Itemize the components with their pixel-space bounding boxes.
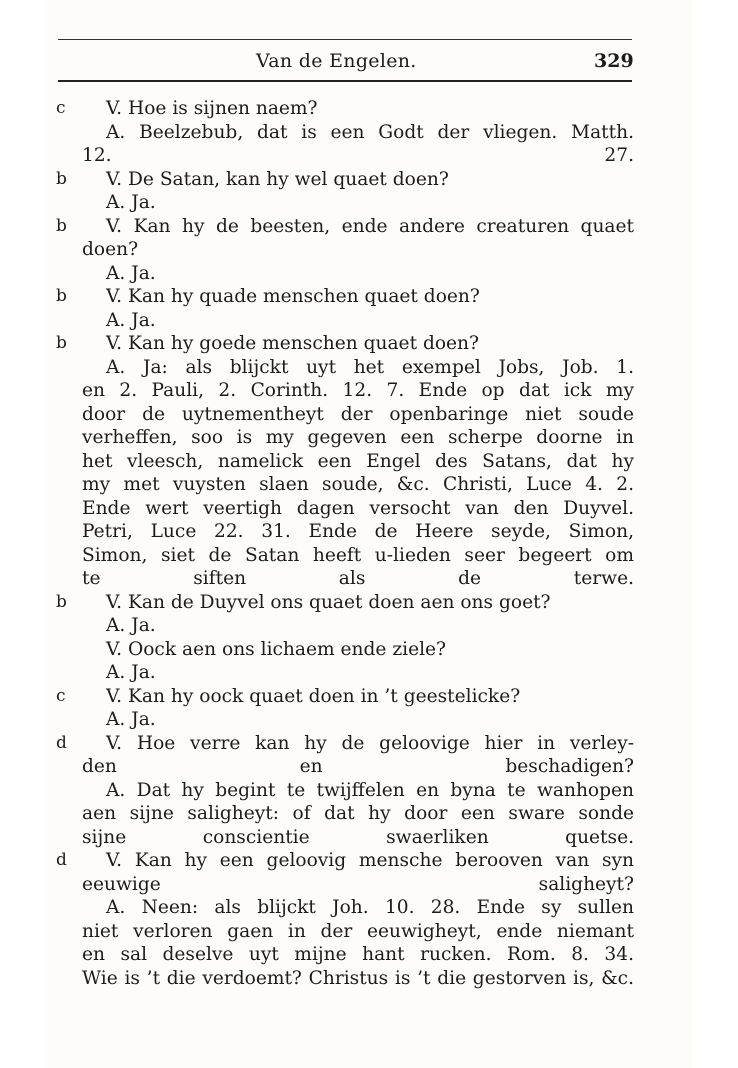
question-entry	[56, 591, 634, 615]
text-line: V. Kan hy quade menschen quaet doen?	[106, 286, 480, 307]
margin-marker: c	[56, 685, 66, 706]
margin-marker: d	[56, 732, 67, 753]
text-line: sijne conscientie swaerliken quetse.	[82, 826, 634, 848]
text-line: A. Ja.	[106, 309, 156, 331]
answer-entry	[82, 779, 634, 850]
text-line: door de uytnementheyt der openbaringe niet soude	[82, 403, 634, 425]
text-line: 12. 27.	[82, 145, 634, 166]
text-line: A. Ja.	[106, 662, 156, 683]
question-entry	[56, 97, 634, 121]
text-line: verheffen, soo is my gegeven een scherpe doorne in	[82, 427, 634, 448]
header-rule-bottom	[58, 80, 632, 82]
text-line: A. Neen: als blijckt Joh. 10. 28. Ende sy sullen	[106, 897, 634, 918]
text-line: aen sijne saligheyt: of dat hy door een sware sonde	[82, 803, 634, 824]
text-line: A. Ja: als blijckt uyt het exempel Jobs, Job. 1.	[106, 356, 634, 378]
question-entry	[56, 168, 634, 192]
text-line: A. Beelzebub, dat is een Godt der vliegen. Matth.	[106, 121, 634, 143]
text-line: doen?	[82, 239, 139, 260]
text-line: V. De Satan, kan hy wel quaet doen?	[106, 168, 449, 190]
answer-entry	[82, 896, 634, 990]
text-line: niet verloren gaen in der eeuwigheyt, ende niemant	[82, 920, 634, 942]
text-line: A. Dat hy begint te twijffelen en byna te wanhopen	[106, 779, 634, 801]
text-line: V. Hoe verre kan hy de geloovige hier in verley-	[106, 732, 634, 754]
question-entry	[56, 849, 634, 896]
margin-marker: b	[56, 591, 67, 612]
answer-entry	[82, 661, 634, 685]
question-entry	[82, 638, 634, 662]
text-line: A. Ja.	[106, 615, 156, 636]
margin-marker: b	[56, 286, 67, 306]
text-line: Ende wert veertigh dagen versocht van den Duyvel.	[82, 497, 634, 519]
text-line: V. Kan hy een geloovig mensche berooven van syn	[106, 850, 634, 871]
book-page	[46, 0, 692, 1068]
text-line: V. Kan hy oock quaet doen in ’t geestelicke?	[106, 685, 521, 707]
question-entry	[56, 685, 634, 709]
text-line: den en beschadigen?	[82, 756, 634, 777]
question-entry	[56, 332, 634, 356]
text-line: A. Ja.	[106, 262, 156, 284]
text-line: V. Oock aen ons lichaem ende ziele?	[106, 638, 446, 660]
text-line: my met vuysten slaen soude, &c. Christi, Luce 4. 2.	[82, 474, 634, 495]
text-line: te siften als de terwe.	[82, 568, 634, 589]
answer-entry	[82, 309, 634, 333]
answer-entry	[82, 356, 634, 591]
text-line: V. Kan hy goede menschen quaet doen?	[106, 333, 479, 354]
text-line: het vleesch, namelick een Engel des Satans, dat hy	[82, 450, 634, 472]
text-line: en 2. Pauli, 2. Corinth. 12. 7. Ende op dat ick my	[82, 380, 634, 401]
margin-marker: d	[56, 850, 67, 870]
text-line: eeuwige saligheyt?	[82, 873, 634, 895]
answer-entry	[82, 121, 634, 168]
text-line: A. Ja.	[106, 192, 156, 213]
text-line: V. Hoe is sijnen naem?	[106, 98, 318, 119]
text-line: Petri, Luce 22. 31. Ende de Heere seyde, Simon,	[82, 521, 634, 542]
answer-entry	[82, 262, 634, 286]
text-line: V. Kan de Duyvel ons quaet doen aen ons goet?	[106, 591, 551, 613]
text-line: Wie is ’t die verdoemt? Christus is ’t die gestorven is, &c.	[82, 967, 634, 989]
answer-entry	[82, 191, 634, 215]
catechism-text	[56, 97, 634, 990]
margin-marker: b	[56, 168, 67, 189]
page-number: 329	[594, 50, 634, 72]
margin-marker: b	[56, 215, 67, 236]
question-entry	[56, 215, 634, 262]
header-rule-top	[58, 39, 632, 40]
running-header-title: Van de Engelen.	[256, 50, 417, 72]
answer-entry	[82, 614, 634, 638]
text-line: en sal deselve uyt mijne hant rucken. Rom. 8. 34.	[82, 944, 634, 965]
margin-marker: c	[56, 98, 66, 118]
question-entry	[56, 732, 634, 779]
text-line: V. Kan hy de beesten, ende andere creaturen quaet	[106, 215, 634, 237]
question-entry	[56, 285, 634, 309]
text-line: A. Ja.	[106, 709, 156, 730]
text-line: Simon, siet de Satan heeft u-lieden seer begeert om	[82, 544, 634, 566]
margin-marker: b	[56, 333, 67, 353]
answer-entry	[82, 708, 634, 732]
